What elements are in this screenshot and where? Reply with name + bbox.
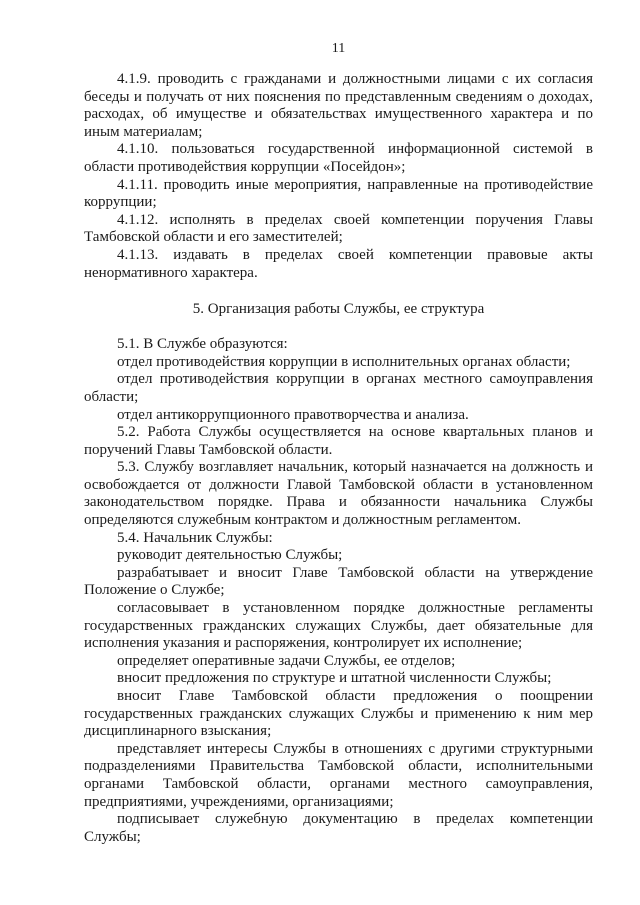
list-item: представляет интересы Службы в отношениях с другими структурными подразделениями Правительства Тамбовской области, исполнительными органами Тамбовской области, органами местного самоуправления, предприятиями, учреждениями, организациями; [84,740,593,810]
list-item: согласовывает в установленном порядке должностные регламенты государственных гражданских служащих Службы, дает обязательные для исполнения указания и распоряжения, контролирует их исполнение; [84,600,593,652]
list-item: подписывает служебную документацию в пределах компетенции Службы; [84,811,593,845]
paragraph-4-1-13: 4.1.13. издавать в пределах своей компетенции правовые акты ненормативного характера. [84,246,593,281]
paragraph-5-3: 5.3. Службу возглавляет начальник, который назначается на должность и освобождается от должности Главой Тамбовской области в установленном законодательством порядке. Права и обязанности начальника Службы определяются служебным контрактом и должностным регламентом. [84,459,593,529]
page-number: 11 [331,41,346,56]
paragraph-5-4: 5.4. Начальник Службы: [117,529,273,546]
list-item: вносит Главе Тамбовской области предложения о поощрении государственных гражданских служащих Службы и применению к ним мер дисциплинарного взыскания; [84,688,593,740]
paragraph-5-2: 5.2. Работа Службы осуществляется на основе квартальных планов и поручений Главы Тамбовской области. [84,424,593,458]
paragraph-5-1: 5.1. В Службе образуются: [117,336,288,353]
list-item: вносит предложения по структуре и штатной численности Службы; [117,670,552,687]
paragraph-4-1-10: 4.1.10. пользоваться государственной информационной системой в области противодействия коррупции «Посейдон»; [84,141,593,175]
list-item: отдел антикоррупционного правотворчества и анализа. [117,406,469,423]
list-item: отдел противодействия коррупции в исполнительных органах области; [117,353,571,370]
paragraph-4-1-9: 4.1.9. проводить с гражданами и должностными лицами с их согласия беседы и получать от них пояснения по представленным сведениям о доходах, расходах, об имуществе и обязательствах имущественного характера и по иным материалам; [84,71,593,140]
list-item: разрабатывает и вносит Главе Тамбовской области на утверждение Положение о Службе; [84,564,593,599]
list-item: руководит деятельностью Службы; [117,547,343,564]
section-heading: 5. Организация работы Службы, ее структура [192,301,485,318]
list-item: определяет оперативные задачи Службы, ее отделов; [117,652,456,669]
paragraph-4-1-11: 4.1.11. проводить иные мероприятия, направленные на противодействие коррупции; [84,176,593,211]
list-item: отдел противодействия коррупции в органах местного самоуправления области; [84,371,593,405]
paragraph-4-1-12: 4.1.12. исполнять в пределах своей компетенции поручения Главы Тамбовской области и его заместителей; [84,211,593,246]
